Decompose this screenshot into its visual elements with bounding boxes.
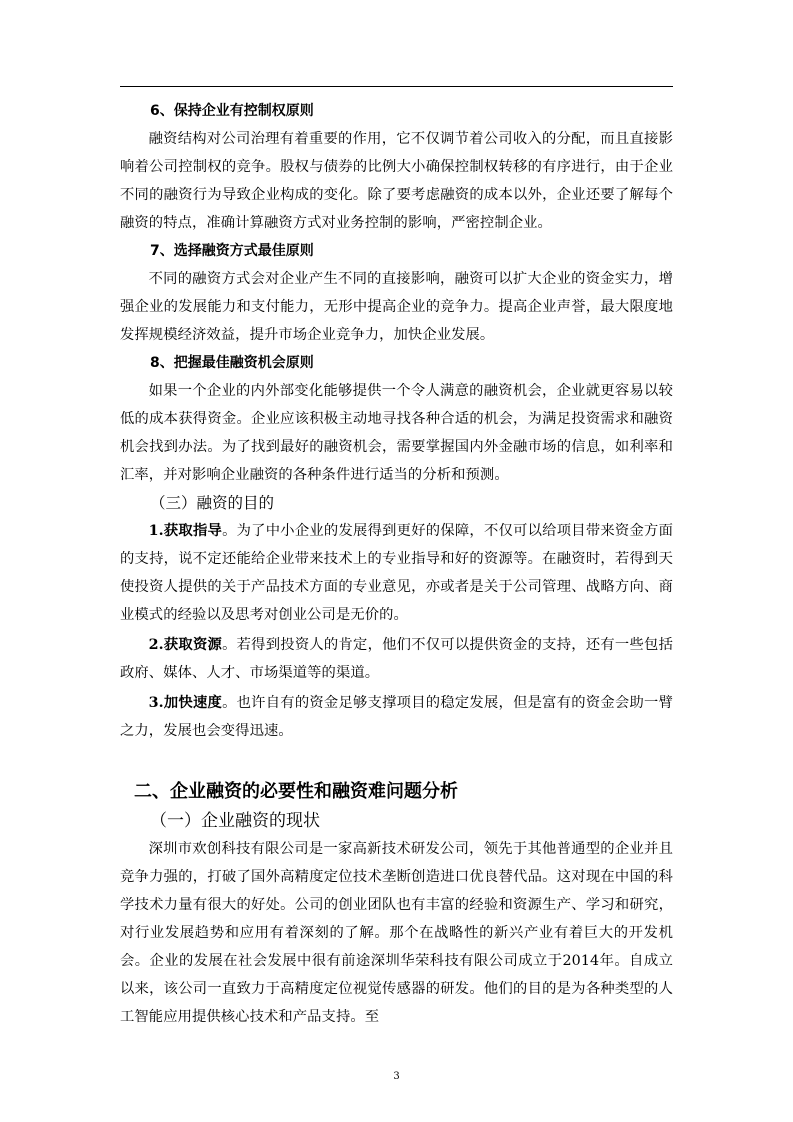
purpose-2-lead: 2.获取资源: [148, 637, 223, 653]
purpose-2-text: 。若得到投资人的肯定，他们不仅可以提供资金的支持，还有一些包括政府、媒体、人才、市场渠道等的渠道。: [120, 637, 673, 681]
heading-financing-status: （一）企业融资的现状: [150, 811, 320, 831]
heading-principle-8: 8、把握最佳融资机会原则: [150, 355, 314, 371]
purpose-1-lead: 1.获取指导: [148, 523, 223, 539]
paragraph-principle-7: 不同的融资方式会对企业产生不同的直接影响，融资可以扩大企业的资金实力，增强企业的发展能力和支付能力，无形中提高企业的竞争力。提高企业声誉，最大限度地发挥规模经济效益，提升市场企业竞争力，加快企业发展。: [120, 271, 673, 343]
chapter-2-heading: 二、企业融资的必要性和融资难问题分析: [134, 781, 458, 802]
purpose-1-text: 。为了中小企业的发展得到更好的保障，不仅可以给项目带来资金方面的支持，说不定还能给企业带来技术上的专业指导和好的资源等。在融资时，若得到天使投资人提供的关于产品技术方面的专业意见，亦或者是关于公司管理、战略方向、商业模式的经验以及思考对创业公司是无价的。: [120, 523, 673, 623]
page-content: [120, 97, 673, 1031]
paragraph-principle-8: 如果一个企业的内外部变化能够提供一个令人满意的融资机会，企业就更容易以较低的成本获得资金。企业应该积极主动地寻找各种合适的机会，为满足投资需求和融资机会找到办法。为了找到最好的融资机会，需要掌握国内外金融市场的信息，如利率和汇率，并对影响企业融资的各种条件进行适当的分析和预测。: [120, 383, 673, 483]
paragraph-purpose-1: [120, 517, 673, 629]
paragraph-financing-status: 深圳市欢创科技有限公司是一家高新技术研发公司，领先于其他普通型的企业并且竞争力强的，打破了国外高精度定位技术垄断创造进口优良替代品。这对现在中国的科学技术力量有很大的好处。公司的创业团队也有丰富的经验和资源生产、学习和研究，对行业发展趋势和应用有着深刻的了解。那个在战略性的新兴产业有着巨大的开发机会。企业的发展在社会发展中很有前途深圳华荣科技有限公司成立于2014年。自成立以来，该公司一直致力于高精度定位视觉传感器的研发。他们的目的是为各种类型的人工智能应用提供核心技术和产品支持。至: [120, 841, 673, 1025]
paragraph-principle-6: 融资结构对公司治理有着重要的作用，它不仅调节着公司收入的分配，而且直接影响着公司控制权的竞争。股权与债券的比例大小确保控制权转移的有序进行，由于企业不同的融资行为导致企业构成的变化。除了要考虑融资的成本以外，企业还要了解每个融资的特点，准确计算融资方式对业务控制的影响，严密控制企业。: [120, 131, 673, 231]
heading-financing-purpose: （三）融资的目的: [150, 494, 275, 512]
purpose-3-lead: 3.加快速度: [148, 695, 223, 711]
header-rule: [120, 86, 673, 87]
purpose-3-text: 。也许自有的资金足够支撑项目的稳定发展，但是富有的资金会助一臂之力，发展也会变得迅速。: [120, 695, 673, 739]
paragraph-purpose-3: [120, 689, 673, 745]
page-number: 3: [393, 1071, 400, 1082]
paragraph-purpose-2: [120, 631, 673, 687]
heading-principle-6: 6、保持企业有控制权原则: [150, 103, 314, 119]
heading-principle-7: 7、选择融资方式最佳原则: [150, 243, 314, 259]
